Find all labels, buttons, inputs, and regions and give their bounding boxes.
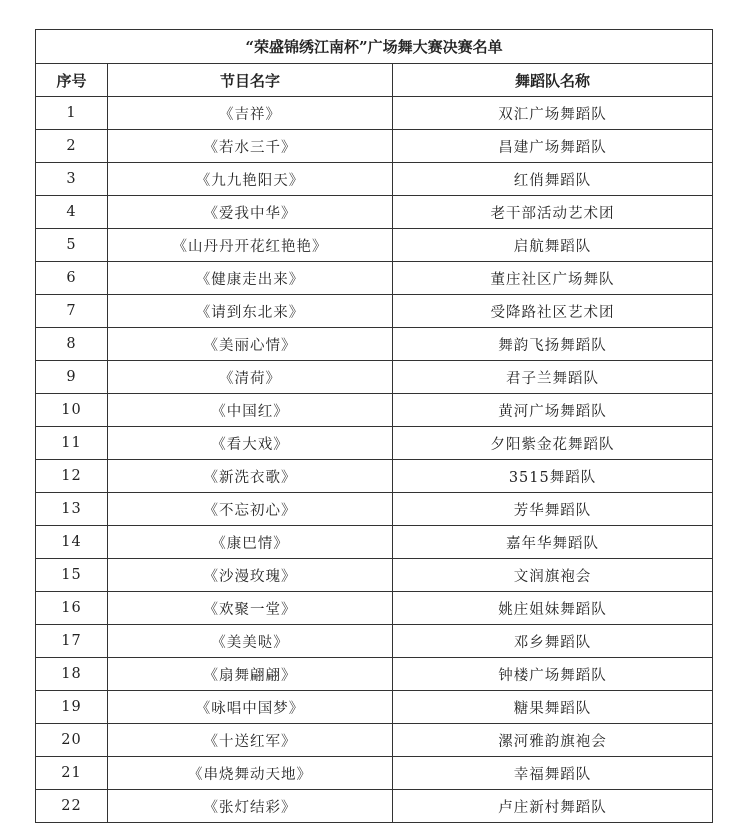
program-name: 《若水三千》 xyxy=(108,130,393,163)
row-index: 21 xyxy=(36,757,108,790)
program-name: 《张灯结彩》 xyxy=(108,790,393,823)
team-name: 漯河雅韵旗袍会 xyxy=(393,724,713,757)
team-name: 姚庄姐妹舞蹈队 xyxy=(393,592,713,625)
program-name: 《扇舞翩翩》 xyxy=(108,658,393,691)
table-row xyxy=(36,394,713,427)
table-row xyxy=(36,427,713,460)
table-row xyxy=(36,163,713,196)
program-name: 《吉祥》 xyxy=(108,97,393,130)
row-index: 18 xyxy=(36,658,108,691)
program-name: 《爱我中华》 xyxy=(108,196,393,229)
table-row xyxy=(36,295,713,328)
row-index: 16 xyxy=(36,592,108,625)
table-title: “荣盛锦绣江南杯”广场舞大赛决赛名单 xyxy=(36,30,713,64)
row-index: 6 xyxy=(36,262,108,295)
table-row xyxy=(36,328,713,361)
program-name: 《沙漫玫瑰》 xyxy=(108,559,393,592)
program-name: 《咏唱中国梦》 xyxy=(108,691,393,724)
row-index: 17 xyxy=(36,625,108,658)
table-row xyxy=(36,790,713,823)
table-row xyxy=(36,460,713,493)
table-row xyxy=(36,196,713,229)
team-name: 芳华舞蹈队 xyxy=(393,493,713,526)
program-name: 《清荷》 xyxy=(108,361,393,394)
team-name: 文润旗袍会 xyxy=(393,559,713,592)
team-name: 嘉年华舞蹈队 xyxy=(393,526,713,559)
program-name: 《新洗衣歌》 xyxy=(108,460,393,493)
table-row xyxy=(36,658,713,691)
team-name: 红俏舞蹈队 xyxy=(393,163,713,196)
team-name: 舞韵飞扬舞蹈队 xyxy=(393,328,713,361)
table-title-row xyxy=(36,30,713,64)
row-index: 19 xyxy=(36,691,108,724)
row-index: 22 xyxy=(36,790,108,823)
row-index: 10 xyxy=(36,394,108,427)
row-index: 2 xyxy=(36,130,108,163)
row-index: 3 xyxy=(36,163,108,196)
table-row xyxy=(36,97,713,130)
program-name: 《健康走出来》 xyxy=(108,262,393,295)
table-row xyxy=(36,229,713,262)
table-row xyxy=(36,592,713,625)
row-index: 4 xyxy=(36,196,108,229)
row-index: 11 xyxy=(36,427,108,460)
team-name: 邓乡舞蹈队 xyxy=(393,625,713,658)
row-index: 5 xyxy=(36,229,108,262)
finalists-table xyxy=(35,29,713,823)
table-row xyxy=(36,757,713,790)
team-name: 幸福舞蹈队 xyxy=(393,757,713,790)
row-index: 7 xyxy=(36,295,108,328)
program-name: 《欢聚一堂》 xyxy=(108,592,393,625)
table-row xyxy=(36,691,713,724)
program-name: 《康巴情》 xyxy=(108,526,393,559)
program-name: 《美美哒》 xyxy=(108,625,393,658)
table-row xyxy=(36,361,713,394)
row-index: 20 xyxy=(36,724,108,757)
row-index: 8 xyxy=(36,328,108,361)
team-name: 受降路社区艺术团 xyxy=(393,295,713,328)
team-name: 黄河广场舞蹈队 xyxy=(393,394,713,427)
row-index: 1 xyxy=(36,97,108,130)
table-row xyxy=(36,262,713,295)
table-row xyxy=(36,130,713,163)
table-row xyxy=(36,493,713,526)
table-row xyxy=(36,625,713,658)
team-name: 老干部活动艺术团 xyxy=(393,196,713,229)
row-index: 12 xyxy=(36,460,108,493)
team-name: 钟楼广场舞蹈队 xyxy=(393,658,713,691)
team-name: 昌建广场舞蹈队 xyxy=(393,130,713,163)
team-name: 君子兰舞蹈队 xyxy=(393,361,713,394)
team-name: 3515舞蹈队 xyxy=(393,460,713,493)
column-header-team: 舞蹈队名称 xyxy=(393,64,713,97)
team-name: 启航舞蹈队 xyxy=(393,229,713,262)
column-header-index: 序号 xyxy=(36,64,108,97)
table-row xyxy=(36,526,713,559)
column-header-program: 节目名字 xyxy=(108,64,393,97)
program-name: 《山丹丹开花红艳艳》 xyxy=(108,229,393,262)
team-name: 董庄社区广场舞队 xyxy=(393,262,713,295)
team-name: 双汇广场舞蹈队 xyxy=(393,97,713,130)
team-name: 卢庄新村舞蹈队 xyxy=(393,790,713,823)
program-name: 《中国红》 xyxy=(108,394,393,427)
team-name: 夕阳紫金花舞蹈队 xyxy=(393,427,713,460)
table-header-row xyxy=(36,64,713,97)
program-name: 《九九艳阳天》 xyxy=(108,163,393,196)
row-index: 9 xyxy=(36,361,108,394)
program-name: 《不忘初心》 xyxy=(108,493,393,526)
table-row xyxy=(36,724,713,757)
program-name: 《请到东北来》 xyxy=(108,295,393,328)
row-index: 15 xyxy=(36,559,108,592)
row-index: 13 xyxy=(36,493,108,526)
program-name: 《十送红军》 xyxy=(108,724,393,757)
program-name: 《看大戏》 xyxy=(108,427,393,460)
program-name: 《串烧舞动天地》 xyxy=(108,757,393,790)
program-name: 《美丽心情》 xyxy=(108,328,393,361)
row-index: 14 xyxy=(36,526,108,559)
table-row xyxy=(36,559,713,592)
team-name: 糖果舞蹈队 xyxy=(393,691,713,724)
